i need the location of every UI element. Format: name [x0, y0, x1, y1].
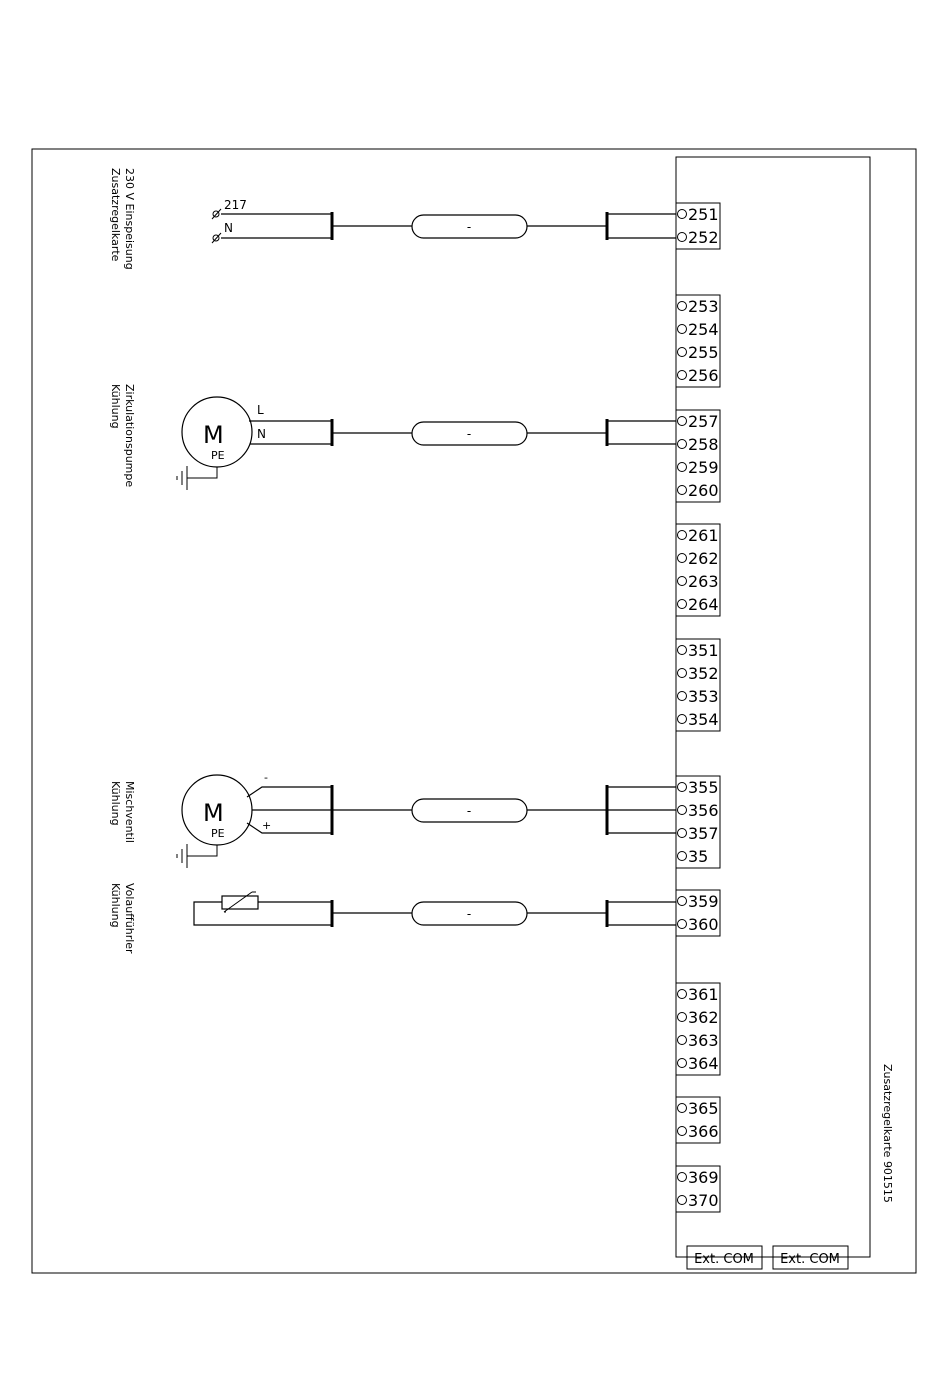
terminal-number: 260 [688, 481, 719, 500]
terminal-number: 369 [688, 1168, 719, 1187]
label-supply [109, 168, 136, 270]
terminal-number: 352 [688, 664, 719, 683]
terminal-screw-icon [678, 210, 687, 219]
svg-text:-: - [466, 220, 472, 234]
supply-circuit [212, 198, 676, 243]
terminal-number: 253 [688, 297, 719, 316]
svg-text:Zusatzregelkarte 901515: Zusatzregelkarte 901515 [881, 1064, 894, 1203]
sensor-circuit [194, 892, 676, 927]
svg-text:Kühlung: Kühlung [109, 781, 122, 826]
svg-text:Mischventil: Mischventil [123, 781, 136, 843]
sensor-icon [222, 896, 258, 909]
svg-text:-: - [264, 771, 268, 784]
label-mixer [109, 781, 136, 843]
svg-text:Zusatzregelkarte: Zusatzregelkarte [109, 168, 122, 262]
svg-text:-: - [466, 907, 472, 921]
terminal-number: 261 [688, 526, 719, 545]
terminal-screw-icon [678, 1104, 687, 1113]
terminal-screw-icon [678, 463, 687, 472]
terminal-screw-icon [678, 829, 687, 838]
svg-text:PE: PE [211, 449, 225, 462]
svg-text:-: - [466, 804, 472, 818]
terminal-screw-icon [678, 325, 687, 334]
terminal-screw-icon [678, 920, 687, 929]
svg-text:Kühlung: Kühlung [109, 384, 122, 429]
terminal-number: 251 [688, 205, 719, 224]
terminal-number: 263 [688, 572, 719, 591]
terminal-screw-icon [678, 440, 687, 449]
terminal-number: 256 [688, 366, 719, 385]
terminal-number: 354 [688, 710, 719, 729]
terminal-strips [676, 203, 720, 1212]
terminal-number: 364 [688, 1054, 719, 1073]
svg-text:230 V Einspeisung: 230 V Einspeisung [123, 168, 136, 270]
svg-text:L: L [257, 403, 264, 417]
terminal-number: 362 [688, 1008, 719, 1027]
terminal-screw-icon [678, 1013, 687, 1022]
terminal-screw-icon [678, 577, 687, 586]
terminal-screw-icon [678, 1196, 687, 1205]
terminal-screw-icon [678, 806, 687, 815]
terminal-screw-icon [678, 990, 687, 999]
terminal-number: 353 [688, 687, 719, 706]
outer-frame [32, 149, 916, 1273]
label-pump [109, 384, 136, 487]
svg-text:M: M [203, 421, 224, 449]
terminal-screw-icon [678, 783, 687, 792]
ext-com-label-1: Ext. COM [694, 1252, 754, 1267]
terminal-number: 35 [688, 847, 709, 866]
terminal-number: 365 [688, 1099, 719, 1118]
terminal-number: 370 [688, 1191, 719, 1210]
terminal-screw-icon [678, 669, 687, 678]
svg-text:N: N [257, 427, 266, 441]
svg-text:Kühlung: Kühlung [109, 883, 122, 928]
terminal-screw-icon [678, 302, 687, 311]
svg-text:Volaufführler: Volaufführler [123, 883, 136, 954]
terminal-number: 252 [688, 228, 719, 247]
terminal-number: 363 [688, 1031, 719, 1050]
terminal-screw-icon [678, 348, 687, 357]
terminal-screw-icon [678, 692, 687, 701]
terminal-screw-icon [678, 1173, 687, 1182]
terminal-screw-icon [678, 417, 687, 426]
terminal-screw-icon [678, 486, 687, 495]
terminal-screw-icon [678, 1127, 687, 1136]
terminal-number: 257 [688, 412, 719, 431]
svg-text:M: M [203, 799, 224, 827]
terminal-screw-icon [678, 531, 687, 540]
ext-com-label-2: Ext. COM [780, 1252, 840, 1267]
supply-wire-number: 217 [224, 198, 247, 212]
terminal-number: 254 [688, 320, 719, 339]
terminal-number: 259 [688, 458, 719, 477]
pump-circuit [177, 397, 676, 490]
terminal-number: 255 [688, 343, 719, 362]
svg-text:-: - [466, 427, 472, 441]
terminal-screw-icon [678, 1036, 687, 1045]
terminal-number: 356 [688, 801, 719, 820]
terminal-screw-icon [678, 852, 687, 861]
terminal-screw-icon [678, 897, 687, 906]
supply-n-label: N [224, 221, 233, 235]
terminal-number: 351 [688, 641, 719, 660]
terminal-number: 361 [688, 985, 719, 1004]
terminal-screw-icon [678, 554, 687, 563]
terminal-number: 366 [688, 1122, 719, 1141]
terminal-screw-icon [678, 646, 687, 655]
label-sensor [109, 883, 136, 954]
terminal-screw-icon [678, 715, 687, 724]
board-label [881, 1064, 894, 1203]
terminal-screw-icon [678, 371, 687, 380]
svg-text:PE: PE [211, 827, 225, 840]
svg-text:+: + [262, 819, 272, 832]
mixer-circuit [177, 771, 676, 868]
terminal-screw-icon [678, 600, 687, 609]
terminal-number: 258 [688, 435, 719, 454]
svg-text:Zirkulationspumpe: Zirkulationspumpe [123, 384, 136, 488]
terminal-number: 360 [688, 915, 719, 934]
terminal-number: 262 [688, 549, 719, 568]
terminal-number: 359 [688, 892, 719, 911]
terminal-number: 264 [688, 595, 719, 614]
terminal-number: 355 [688, 778, 719, 797]
terminal-number: 357 [688, 824, 719, 843]
terminal-screw-icon [678, 233, 687, 242]
terminal-screw-icon [678, 1059, 687, 1068]
